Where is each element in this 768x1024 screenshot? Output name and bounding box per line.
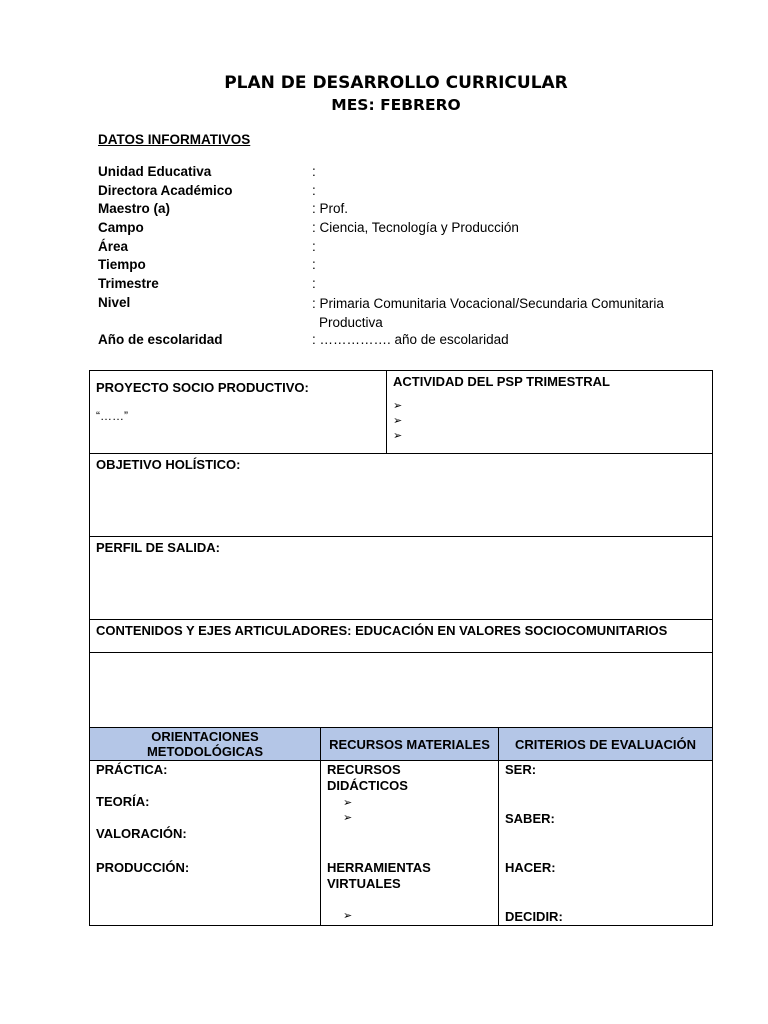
- nivel-value-line1: : Primaria Comunitaria Vocacional/Secundaria Comunitaria: [312, 295, 664, 311]
- info-label: Área: [98, 238, 129, 254]
- info-label: Nivel: [98, 294, 131, 310]
- info-value: [312, 295, 722, 332]
- header-orientaciones: ORIENTACIONES METODOLÓGICAS: [89, 727, 321, 761]
- bullet-arrow-icon: ➢: [343, 797, 353, 809]
- proyecto-cell: [89, 370, 387, 454]
- objetivo-label: OBJETIVO HOLÍSTICO:: [96, 457, 241, 472]
- orientaciones-cell: [89, 760, 321, 926]
- recursos-cell: [320, 760, 499, 926]
- actividad-label: ACTIVIDAD DEL PSP TRIMESTRAL: [393, 374, 610, 389]
- actividad-cell: [386, 370, 713, 454]
- orientacion-valoracion: VALORACIÓN:: [96, 826, 187, 841]
- info-label: Directora Académico: [98, 182, 233, 198]
- info-value: : ……………. año de escolaridad: [312, 332, 509, 348]
- recursos-bullets: [343, 796, 352, 826]
- info-value: : Prof.: [312, 201, 349, 217]
- info-value: :: [312, 182, 316, 198]
- document-title: PLAN DE DESARROLLO CURRICULAR: [224, 73, 568, 93]
- orientacion-produccion: PRODUCCIÓN:: [96, 860, 190, 875]
- info-value: :: [312, 276, 316, 292]
- info-label: Año de escolaridad: [98, 332, 223, 348]
- perfil-cell: [89, 536, 713, 620]
- bullet-arrow-icon: ➢: [393, 415, 403, 427]
- info-value: :: [312, 164, 316, 179]
- proyecto-value: “……”: [96, 409, 128, 423]
- criterio-saber: SABER:: [505, 811, 555, 826]
- info-label: Campo: [98, 220, 144, 236]
- bullet-arrow-icon: ➢: [343, 812, 353, 824]
- bullet-arrow-icon: ➢: [343, 910, 353, 922]
- criterios-cell: [498, 760, 713, 926]
- info-label: Unidad Educativa: [98, 164, 212, 179]
- bullet-arrow-icon: ➢: [393, 430, 403, 442]
- info-value: :: [312, 238, 316, 254]
- info-label: Maestro (a): [98, 201, 171, 217]
- herramientas-virtuales: HERRAMIENTAS VIRTUALES: [327, 860, 431, 891]
- contenidos-body-cell: [89, 652, 713, 728]
- info-label: Trimestre: [98, 276, 159, 292]
- proyecto-label: PROYECTO SOCIO PRODUCTIVO:: [96, 380, 309, 395]
- contenidos-cell: [89, 619, 713, 653]
- contenidos-label: CONTENIDOS Y EJES ARTICULADORES: EDUCACIÓN EN VALORES SOCIOCOMUNITARIOS: [96, 623, 668, 638]
- criterio-ser: SER:: [505, 762, 537, 777]
- plan-table: [89, 370, 713, 926]
- nivel-value-line2: Productiva: [319, 314, 383, 330]
- header-criterios: CRITERIOS DE EVALUACIÓN: [498, 727, 713, 761]
- info-value: :: [312, 257, 316, 273]
- orientacion-teoria: TEORÍA:: [96, 794, 150, 809]
- criterio-decidir: DECIDIR:: [505, 909, 563, 924]
- document-subtitle: MES: FEBRERO: [331, 96, 461, 114]
- recursos-didacticos: RECURSOS DIDÁCTICOS: [327, 762, 408, 793]
- header-recursos: RECURSOS MATERIALES: [320, 727, 499, 761]
- orientacion-practica: PRÁCTICA:: [96, 762, 168, 777]
- herramientas-bullets: [343, 909, 352, 924]
- objetivo-cell: [89, 453, 713, 537]
- info-value: : Ciencia, Tecnología y Producción: [312, 220, 519, 236]
- actividad-bullets: [393, 399, 706, 444]
- bullet-arrow-icon: ➢: [393, 400, 403, 412]
- criterio-hacer: HACER:: [505, 860, 556, 875]
- perfil-label: PERFIL DE SALIDA:: [96, 540, 220, 555]
- info-label: Tiempo: [98, 257, 146, 273]
- datos-heading: DATOS INFORMATIVOS: [98, 132, 251, 147]
